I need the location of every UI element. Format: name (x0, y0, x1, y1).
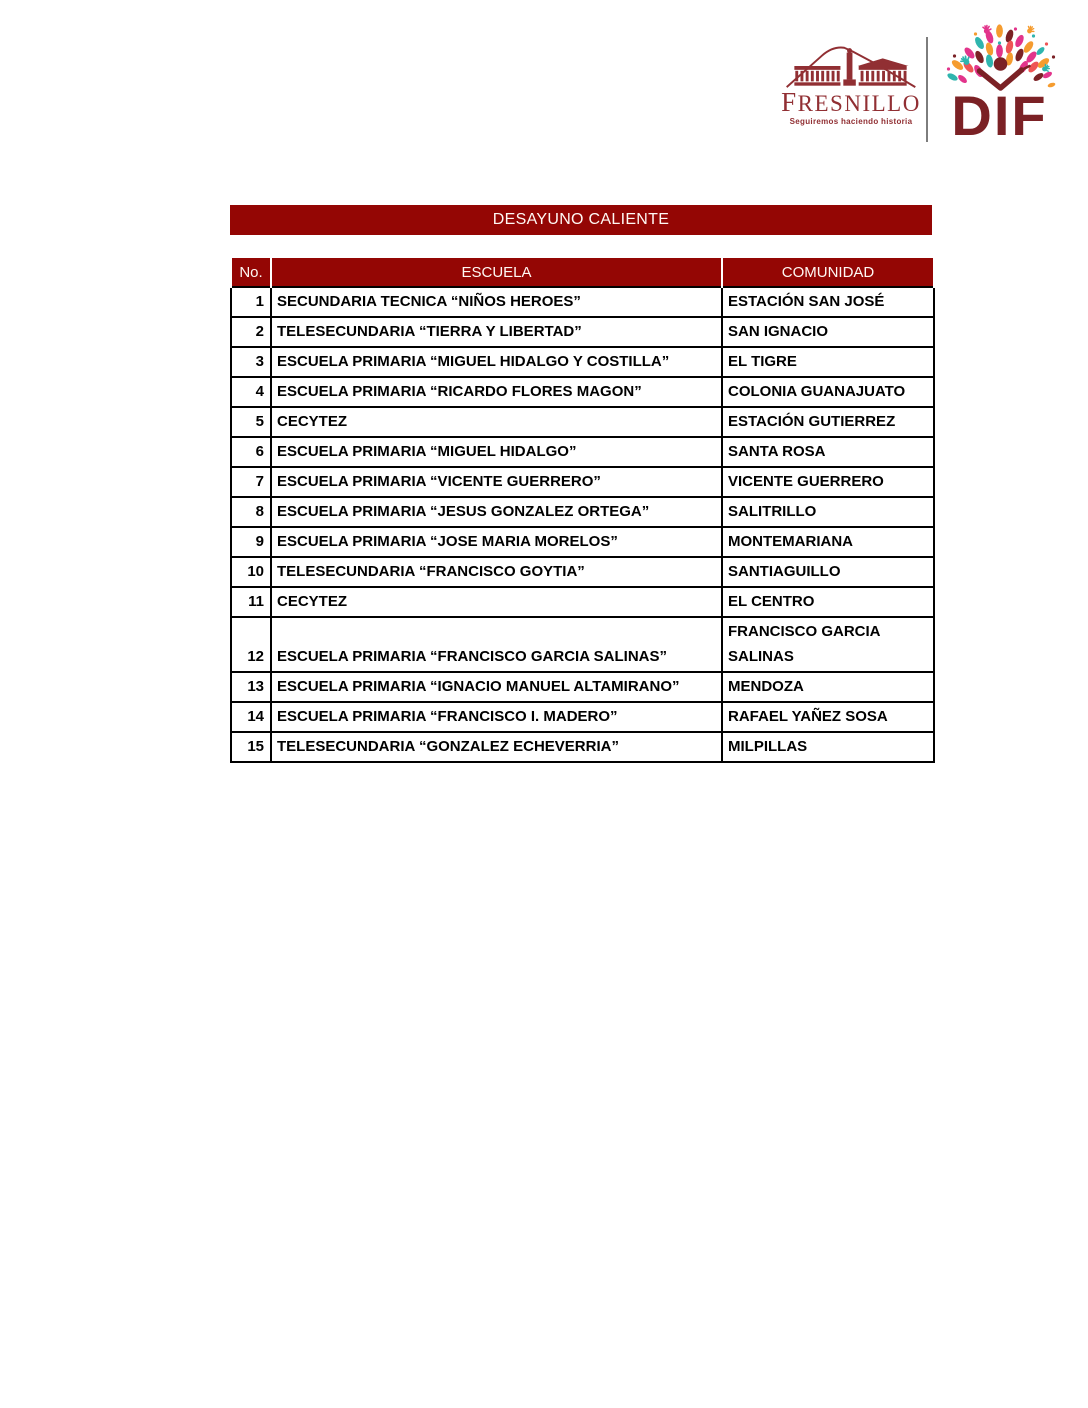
cell-comunidad: MILPILLAS (722, 732, 934, 762)
column-header-no: No. (231, 258, 271, 287)
cell-no: 3 (231, 347, 271, 377)
column-header-comunidad: COMUNIDAD (722, 258, 934, 287)
cell-comunidad: MONTEMARIANA (722, 527, 934, 557)
cell-escuela: ESCUELA PRIMARIA “MIGUEL HIDALGO” (271, 437, 722, 467)
table-row (231, 587, 934, 617)
cell-escuela: ESCUELA PRIMARIA “VICENTE GUERRERO” (271, 467, 722, 497)
table-row (231, 702, 934, 732)
cell-comunidad: ESTACIÓN SAN JOSÉ (722, 287, 934, 317)
cell-escuela: TELESECUNDARIA “FRANCISCO GOYTIA” (271, 557, 722, 587)
table-row (231, 557, 934, 587)
cell-comunidad: SAN IGNACIO (722, 317, 934, 347)
cell-no: 13 (231, 672, 271, 702)
cell-escuela: ESCUELA PRIMARIA “RICARDO FLORES MAGON” (271, 377, 722, 407)
schools-table (230, 258, 935, 763)
table-row (231, 317, 934, 347)
cell-escuela: ESCUELA PRIMARIA “JESUS GONZALEZ ORTEGA” (271, 497, 722, 527)
cell-no: 2 (231, 317, 271, 347)
cell-escuela: ESCUELA PRIMARIA “IGNACIO MANUEL ALTAMIRANO” (271, 672, 722, 702)
cell-escuela: CECYTEZ (271, 407, 722, 437)
table-row (231, 407, 934, 437)
cell-escuela: ESCUELA PRIMARIA “MIGUEL HIDALGO Y COSTILLA” (271, 347, 722, 377)
cell-no: 8 (231, 497, 271, 527)
fresnillo-logo (780, 42, 922, 127)
header-logos (780, 22, 1065, 147)
fresnillo-wordmark: FRESNILLO (781, 87, 921, 117)
table-row (231, 347, 934, 377)
cell-no: 5 (231, 407, 271, 437)
cell-comunidad: SANTA ROSA (722, 437, 934, 467)
table-row (231, 437, 934, 467)
cell-no: 1 (231, 287, 271, 317)
cell-comunidad: MENDOZA (722, 672, 934, 702)
hand-icon (1026, 25, 1036, 35)
schools-table-body (231, 287, 934, 762)
dif-tree-icon (940, 22, 1060, 147)
cell-no: 6 (231, 437, 271, 467)
cell-escuela: SECUNDARIA TECNICA “NIÑOS HEROES” (271, 287, 722, 317)
dif-wordmark: DIF (951, 84, 1048, 147)
table-row (231, 672, 934, 702)
cell-comunidad: ESTACIÓN GUTIERREZ (722, 407, 934, 437)
cell-no: 7 (231, 467, 271, 497)
table-row (231, 732, 934, 762)
fresnillo-building-icon (782, 42, 920, 90)
cell-no: 14 (231, 702, 271, 732)
table-row (231, 467, 934, 497)
cell-no: 12 (231, 617, 271, 672)
cell-escuela: CECYTEZ (271, 587, 722, 617)
cell-comunidad: EL CENTRO (722, 587, 934, 617)
column-header-escuela: ESCUELA (271, 258, 722, 287)
cell-comunidad: RAFAEL YAÑEZ SOSA (722, 702, 934, 732)
cell-comunidad: SALITRILLO (722, 497, 934, 527)
table-row (231, 527, 934, 557)
cell-comunidad: FRANCISCO GARCIA SALINAS (722, 617, 934, 672)
table-row (231, 377, 934, 407)
cell-escuela: ESCUELA PRIMARIA “FRANCISCO GARCIA SALINAS” (271, 617, 722, 672)
table-header-row (231, 258, 934, 287)
cell-escuela: TELESECUNDARIA “GONZALEZ ECHEVERRIA” (271, 732, 722, 762)
cell-comunidad: COLONIA GUANAJUATO (722, 377, 934, 407)
dif-logo (940, 22, 1060, 147)
table-row (231, 287, 934, 317)
cell-escuela: ESCUELA PRIMARIA “JOSE MARIA MORELOS” (271, 527, 722, 557)
cell-no: 9 (231, 527, 271, 557)
logo-divider (926, 37, 928, 142)
cell-comunidad: EL TIGRE (722, 347, 934, 377)
cell-no: 10 (231, 557, 271, 587)
table-row (231, 617, 934, 672)
table-row (231, 497, 934, 527)
cell-escuela: TELESECUNDARIA “TIERRA Y LIBERTAD” (271, 317, 722, 347)
cell-comunidad: SANTIAGUILLO (722, 557, 934, 587)
cell-no: 4 (231, 377, 271, 407)
cell-comunidad: VICENTE GUERRERO (722, 467, 934, 497)
fresnillo-tagline: Seguiremos haciendo historia (789, 117, 913, 126)
cell-escuela: ESCUELA PRIMARIA “FRANCISCO I. MADERO” (271, 702, 722, 732)
cell-no: 15 (231, 732, 271, 762)
banner-title: DESAYUNO CALIENTE (230, 205, 932, 235)
cell-no: 11 (231, 587, 271, 617)
